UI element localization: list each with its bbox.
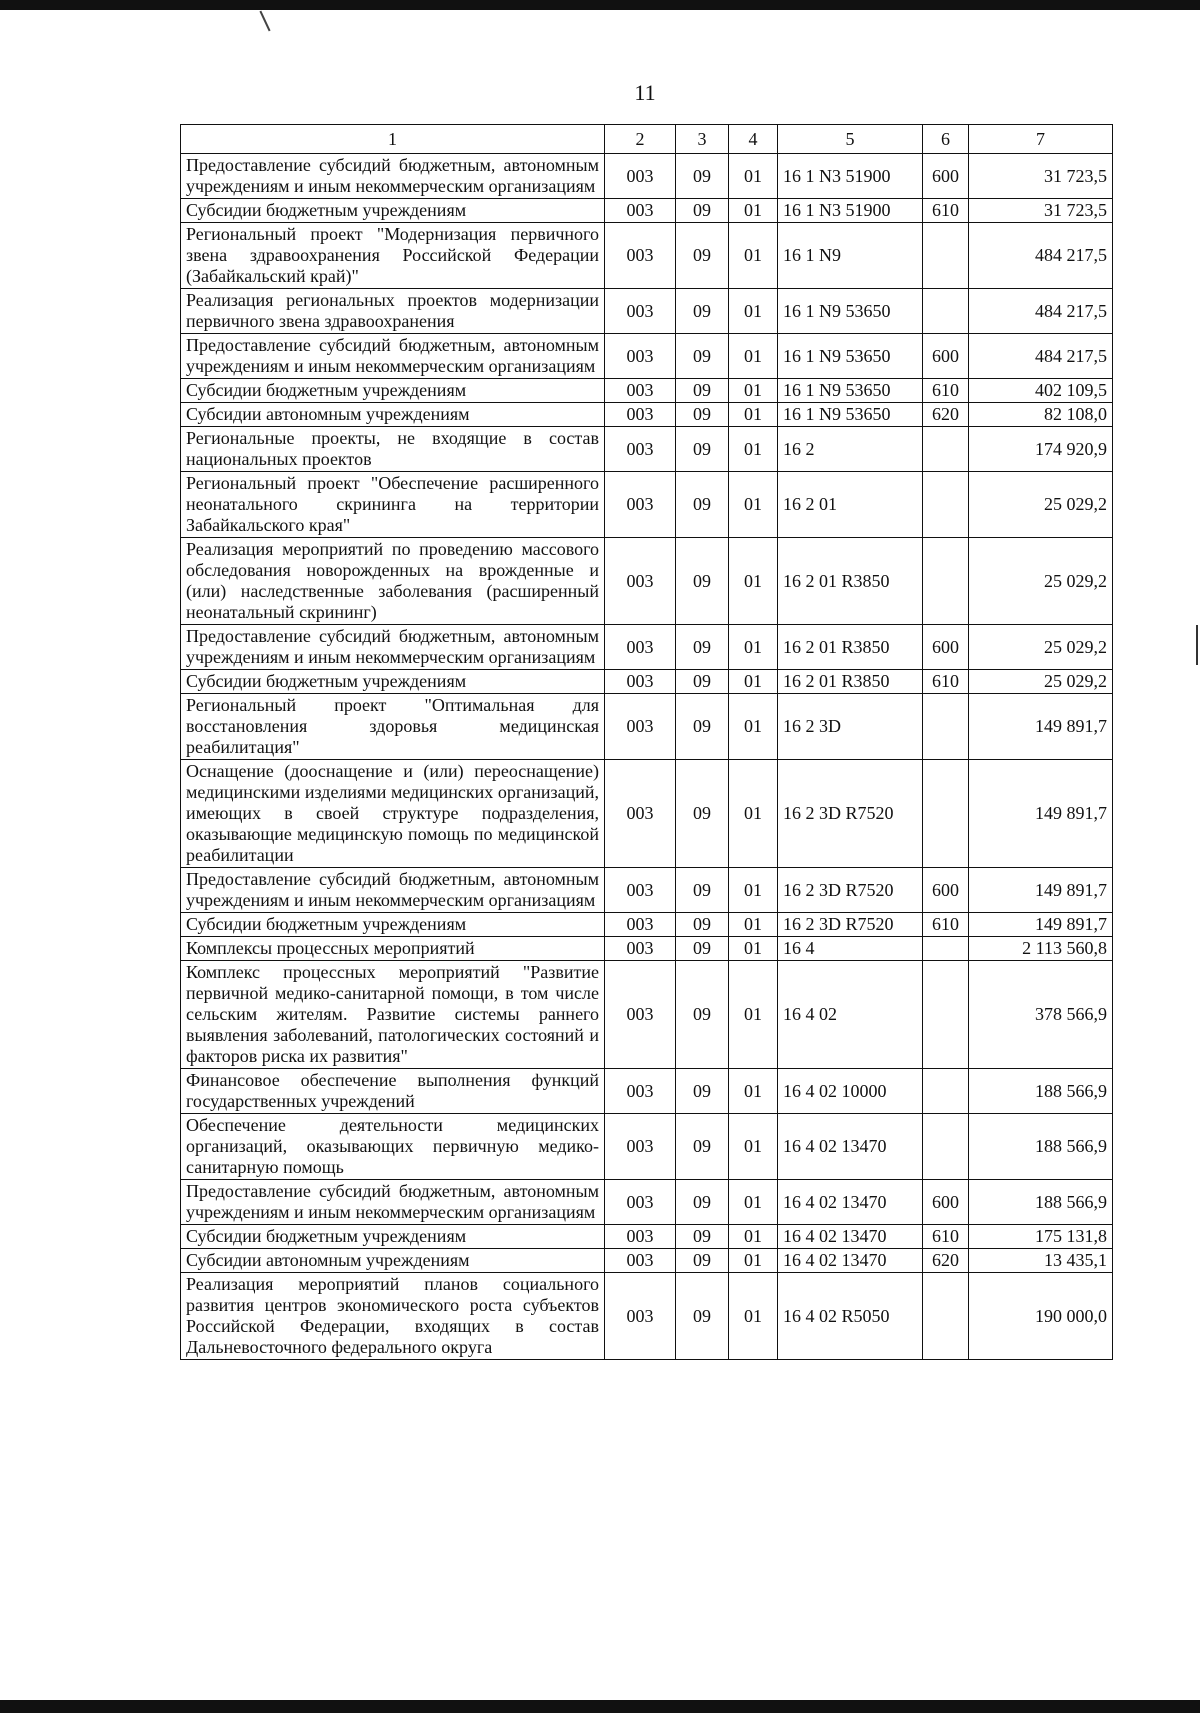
row-expense-type-cell — [923, 1114, 969, 1180]
row-target-article-cell: 16 1 N3 51900 — [778, 154, 923, 199]
row-code-cell: 003 — [605, 472, 676, 538]
row-target-article-cell: 16 4 02 13470 — [778, 1180, 923, 1225]
row-amount-cell: 175 131,8 — [969, 1225, 1113, 1249]
row-amount-cell: 13 435,1 — [969, 1249, 1113, 1273]
row-target-article-cell: 16 2 3D R7520 — [778, 760, 923, 868]
row-name-cell: Реализация мероприятий планов социального развития центров экономического роста субъектов Российской Федерации, входящих в состав Дальневосточного федерального округа — [181, 1273, 605, 1360]
column-header: 7 — [969, 125, 1113, 154]
row-expense-type-cell: 610 — [923, 913, 969, 937]
table-row — [181, 760, 1113, 868]
row-expense-type-cell: 610 — [923, 379, 969, 403]
row-section-cell: 09 — [676, 403, 729, 427]
row-section-cell: 09 — [676, 760, 729, 868]
row-subsection-cell: 01 — [729, 538, 778, 625]
row-amount-cell: 402 109,5 — [969, 379, 1113, 403]
row-name-cell: Субсидии бюджетным учреждениям — [181, 1225, 605, 1249]
row-subsection-cell: 01 — [729, 1114, 778, 1180]
row-target-article-cell: 16 4 02 13470 — [778, 1114, 923, 1180]
row-subsection-cell: 01 — [729, 1180, 778, 1225]
row-target-article-cell: 16 4 02 13470 — [778, 1225, 923, 1249]
row-code-cell: 003 — [605, 913, 676, 937]
row-target-article-cell: 16 2 3D R7520 — [778, 868, 923, 913]
row-name-cell: Региональные проекты, не входящие в состав национальных проектов — [181, 427, 605, 472]
row-expense-type-cell — [923, 937, 969, 961]
row-subsection-cell: 01 — [729, 154, 778, 199]
row-section-cell: 09 — [676, 961, 729, 1069]
row-code-cell: 003 — [605, 334, 676, 379]
scan-bottom-border — [0, 1700, 1200, 1713]
row-expense-type-cell: 620 — [923, 1249, 969, 1273]
row-amount-cell: 31 723,5 — [969, 154, 1113, 199]
row-expense-type-cell: 610 — [923, 199, 969, 223]
row-subsection-cell: 01 — [729, 199, 778, 223]
row-expense-type-cell: 620 — [923, 403, 969, 427]
row-subsection-cell: 01 — [729, 223, 778, 289]
row-expense-type-cell — [923, 760, 969, 868]
row-code-cell: 003 — [605, 760, 676, 868]
row-expense-type-cell — [923, 427, 969, 472]
row-subsection-cell: 01 — [729, 427, 778, 472]
row-amount-cell: 31 723,5 — [969, 199, 1113, 223]
column-header: 2 — [605, 125, 676, 154]
table-row — [181, 199, 1113, 223]
row-subsection-cell: 01 — [729, 289, 778, 334]
row-target-article-cell: 16 1 N3 51900 — [778, 199, 923, 223]
row-name-cell: Предоставление субсидий бюджетным, автономным учреждениям и иным некоммерческим организациям — [181, 334, 605, 379]
table-row — [181, 403, 1113, 427]
row-name-cell: Предоставление субсидий бюджетным, автономным учреждениям и иным некоммерческим организациям — [181, 868, 605, 913]
row-code-cell: 003 — [605, 1114, 676, 1180]
table-row — [181, 694, 1113, 760]
row-amount-cell: 25 029,2 — [969, 538, 1113, 625]
row-target-article-cell: 16 1 N9 53650 — [778, 289, 923, 334]
row-section-cell: 09 — [676, 223, 729, 289]
row-subsection-cell: 01 — [729, 625, 778, 670]
row-code-cell: 003 — [605, 694, 676, 760]
row-section-cell: 09 — [676, 694, 729, 760]
row-expense-type-cell — [923, 538, 969, 625]
row-expense-type-cell — [923, 694, 969, 760]
row-amount-cell: 2 113 560,8 — [969, 937, 1113, 961]
row-code-cell: 003 — [605, 223, 676, 289]
row-expense-type-cell — [923, 1069, 969, 1114]
row-section-cell: 09 — [676, 937, 729, 961]
row-subsection-cell: 01 — [729, 1273, 778, 1360]
row-code-cell: 003 — [605, 670, 676, 694]
table-row — [181, 961, 1113, 1069]
row-name-cell: Комплексы процессных мероприятий — [181, 937, 605, 961]
row-subsection-cell: 01 — [729, 334, 778, 379]
row-name-cell: Субсидии автономным учреждениям — [181, 1249, 605, 1273]
row-section-cell: 09 — [676, 1225, 729, 1249]
table-row — [181, 472, 1113, 538]
row-code-cell: 003 — [605, 625, 676, 670]
row-expense-type-cell — [923, 289, 969, 334]
budget-table — [180, 124, 1113, 1360]
table-row — [181, 1180, 1113, 1225]
row-code-cell: 003 — [605, 1180, 676, 1225]
scan-edge-mark — [1196, 625, 1198, 665]
row-name-cell: Финансовое обеспечение выполнения функций государственных учреждений — [181, 1069, 605, 1114]
table-row — [181, 1069, 1113, 1114]
row-section-cell: 09 — [676, 1273, 729, 1360]
row-name-cell: Региональный проект "Оптимальная для восстановления здоровья медицинская реабилитация" — [181, 694, 605, 760]
row-subsection-cell: 01 — [729, 694, 778, 760]
row-amount-cell: 484 217,5 — [969, 334, 1113, 379]
table-row — [181, 223, 1113, 289]
row-section-cell: 09 — [676, 427, 729, 472]
row-name-cell: Предоставление субсидий бюджетным, автономным учреждениям и иным некоммерческим организациям — [181, 154, 605, 199]
row-target-article-cell: 16 1 N9 53650 — [778, 334, 923, 379]
row-subsection-cell: 01 — [729, 1249, 778, 1273]
table-row — [181, 625, 1113, 670]
row-section-cell: 09 — [676, 1069, 729, 1114]
row-subsection-cell: 01 — [729, 1225, 778, 1249]
row-name-cell: Реализация мероприятий по проведению массового обследования новорожденных на врожденные и (или) наследственные заболевания (расширенный неонатальный скрининг) — [181, 538, 605, 625]
row-section-cell: 09 — [676, 379, 729, 403]
row-name-cell: Субсидии бюджетным учреждениям — [181, 913, 605, 937]
row-subsection-cell: 01 — [729, 1069, 778, 1114]
row-target-article-cell: 16 4 02 13470 — [778, 1249, 923, 1273]
row-amount-cell: 149 891,7 — [969, 760, 1113, 868]
row-amount-cell: 82 108,0 — [969, 403, 1113, 427]
row-amount-cell: 190 000,0 — [969, 1273, 1113, 1360]
row-amount-cell: 188 566,9 — [969, 1180, 1113, 1225]
row-expense-type-cell: 610 — [923, 1225, 969, 1249]
row-subsection-cell: 01 — [729, 760, 778, 868]
row-target-article-cell: 16 1 N9 53650 — [778, 379, 923, 403]
column-header: 3 — [676, 125, 729, 154]
row-subsection-cell: 01 — [729, 961, 778, 1069]
row-name-cell: Оснащение (дооснащение и (или) переоснащение) медицинскими изделиями медицинских организаций, имеющих в своей структуре подразделения, оказывающие медицинскую помощь по медицинской реабилитации — [181, 760, 605, 868]
row-amount-cell: 25 029,2 — [969, 472, 1113, 538]
table-row — [181, 1225, 1113, 1249]
table-row — [181, 334, 1113, 379]
row-section-cell: 09 — [676, 154, 729, 199]
row-code-cell: 003 — [605, 379, 676, 403]
row-subsection-cell: 01 — [729, 868, 778, 913]
row-name-cell: Субсидии бюджетным учреждениям — [181, 379, 605, 403]
column-header: 1 — [181, 125, 605, 154]
row-target-article-cell: 16 2 — [778, 427, 923, 472]
row-code-cell: 003 — [605, 868, 676, 913]
table-row — [181, 868, 1113, 913]
row-subsection-cell: 01 — [729, 670, 778, 694]
row-target-article-cell: 16 2 01 R3850 — [778, 670, 923, 694]
row-name-cell: Реализация региональных проектов модернизации первичного звена здравоохранения — [181, 289, 605, 334]
row-code-cell: 003 — [605, 937, 676, 961]
row-code-cell: 003 — [605, 1249, 676, 1273]
row-section-cell: 09 — [676, 1180, 729, 1225]
row-expense-type-cell: 600 — [923, 625, 969, 670]
row-amount-cell: 188 566,9 — [969, 1069, 1113, 1114]
row-expense-type-cell: 600 — [923, 154, 969, 199]
row-code-cell: 003 — [605, 538, 676, 625]
row-target-article-cell: 16 2 01 R3850 — [778, 625, 923, 670]
row-name-cell: Региональный проект "Модернизация первичного звена здравоохранения Российской Федерации (Забайкальский край)" — [181, 223, 605, 289]
row-code-cell: 003 — [605, 199, 676, 223]
row-name-cell: Комплекс процессных мероприятий "Развитие первичной медико-санитарной помощи, в том числе сельским жителям. Развитие системы раннего выявления заболеваний, патологических состояний и факторов риска их развития" — [181, 961, 605, 1069]
row-target-article-cell: 16 4 02 R5050 — [778, 1273, 923, 1360]
row-target-article-cell: 16 2 3D — [778, 694, 923, 760]
row-target-article-cell: 16 4 02 10000 — [778, 1069, 923, 1114]
row-name-cell: Региональный проект "Обеспечение расширенного неонатального скрининга на территории Забайкальского края" — [181, 472, 605, 538]
scan-top-border — [0, 0, 1200, 10]
row-code-cell: 003 — [605, 154, 676, 199]
row-name-cell: Обеспечение деятельности медицинских организаций, оказывающих первичную медико-санитарную помощь — [181, 1114, 605, 1180]
table-row — [181, 538, 1113, 625]
table-row — [181, 289, 1113, 334]
table-row — [181, 937, 1113, 961]
row-amount-cell: 378 566,9 — [969, 961, 1113, 1069]
row-amount-cell: 149 891,7 — [969, 868, 1113, 913]
row-name-cell: Предоставление субсидий бюджетным, автономным учреждениям и иным некоммерческим организациям — [181, 625, 605, 670]
row-name-cell: Субсидии бюджетным учреждениям — [181, 199, 605, 223]
row-expense-type-cell: 610 — [923, 670, 969, 694]
scan-pen-mark — [259, 11, 270, 32]
row-name-cell: Субсидии бюджетным учреждениям — [181, 670, 605, 694]
row-expense-type-cell: 600 — [923, 334, 969, 379]
row-subsection-cell: 01 — [729, 403, 778, 427]
row-code-cell: 003 — [605, 403, 676, 427]
column-header: 5 — [778, 125, 923, 154]
row-section-cell: 09 — [676, 868, 729, 913]
row-code-cell: 003 — [605, 1273, 676, 1360]
row-code-cell: 003 — [605, 1069, 676, 1114]
row-amount-cell: 484 217,5 — [969, 289, 1113, 334]
row-target-article-cell: 16 1 N9 — [778, 223, 923, 289]
row-section-cell: 09 — [676, 334, 729, 379]
row-amount-cell: 25 029,2 — [969, 670, 1113, 694]
row-name-cell: Субсидии автономным учреждениям — [181, 403, 605, 427]
row-section-cell: 09 — [676, 289, 729, 334]
row-target-article-cell: 16 4 02 — [778, 961, 923, 1069]
table-row — [181, 1249, 1113, 1273]
row-section-cell: 09 — [676, 670, 729, 694]
row-section-cell: 09 — [676, 1114, 729, 1180]
row-subsection-cell: 01 — [729, 937, 778, 961]
row-subsection-cell: 01 — [729, 472, 778, 538]
row-section-cell: 09 — [676, 913, 729, 937]
row-target-article-cell: 16 2 01 — [778, 472, 923, 538]
row-expense-type-cell — [923, 223, 969, 289]
row-subsection-cell: 01 — [729, 379, 778, 403]
column-header: 4 — [729, 125, 778, 154]
row-subsection-cell: 01 — [729, 913, 778, 937]
row-name-cell: Предоставление субсидий бюджетным, автономным учреждениям и иным некоммерческим организациям — [181, 1180, 605, 1225]
row-expense-type-cell — [923, 1273, 969, 1360]
header-row — [181, 125, 1113, 154]
table-row — [181, 670, 1113, 694]
row-code-cell: 003 — [605, 1225, 676, 1249]
row-expense-type-cell: 600 — [923, 868, 969, 913]
row-expense-type-cell: 600 — [923, 1180, 969, 1225]
table-row — [181, 913, 1113, 937]
table-row — [181, 1273, 1113, 1360]
table-body — [181, 154, 1113, 1360]
row-code-cell: 003 — [605, 427, 676, 472]
row-amount-cell: 25 029,2 — [969, 625, 1113, 670]
row-section-cell: 09 — [676, 625, 729, 670]
table-row — [181, 1114, 1113, 1180]
row-section-cell: 09 — [676, 538, 729, 625]
table-row — [181, 427, 1113, 472]
row-target-article-cell: 16 2 01 R3850 — [778, 538, 923, 625]
column-header: 6 — [923, 125, 969, 154]
row-target-article-cell: 16 1 N9 53650 — [778, 403, 923, 427]
row-section-cell: 09 — [676, 1249, 729, 1273]
row-code-cell: 003 — [605, 289, 676, 334]
row-expense-type-cell — [923, 961, 969, 1069]
page-number: 11 — [634, 80, 656, 105]
row-section-cell: 09 — [676, 472, 729, 538]
row-amount-cell: 188 566,9 — [969, 1114, 1113, 1180]
table-row — [181, 154, 1113, 199]
row-amount-cell: 174 920,9 — [969, 427, 1113, 472]
row-section-cell: 09 — [676, 199, 729, 223]
row-target-article-cell: 16 4 — [778, 937, 923, 961]
table-row — [181, 379, 1113, 403]
row-amount-cell: 149 891,7 — [969, 913, 1113, 937]
row-amount-cell: 484 217,5 — [969, 223, 1113, 289]
row-code-cell: 003 — [605, 961, 676, 1069]
row-target-article-cell: 16 2 3D R7520 — [778, 913, 923, 937]
row-amount-cell: 149 891,7 — [969, 694, 1113, 760]
row-expense-type-cell — [923, 472, 969, 538]
